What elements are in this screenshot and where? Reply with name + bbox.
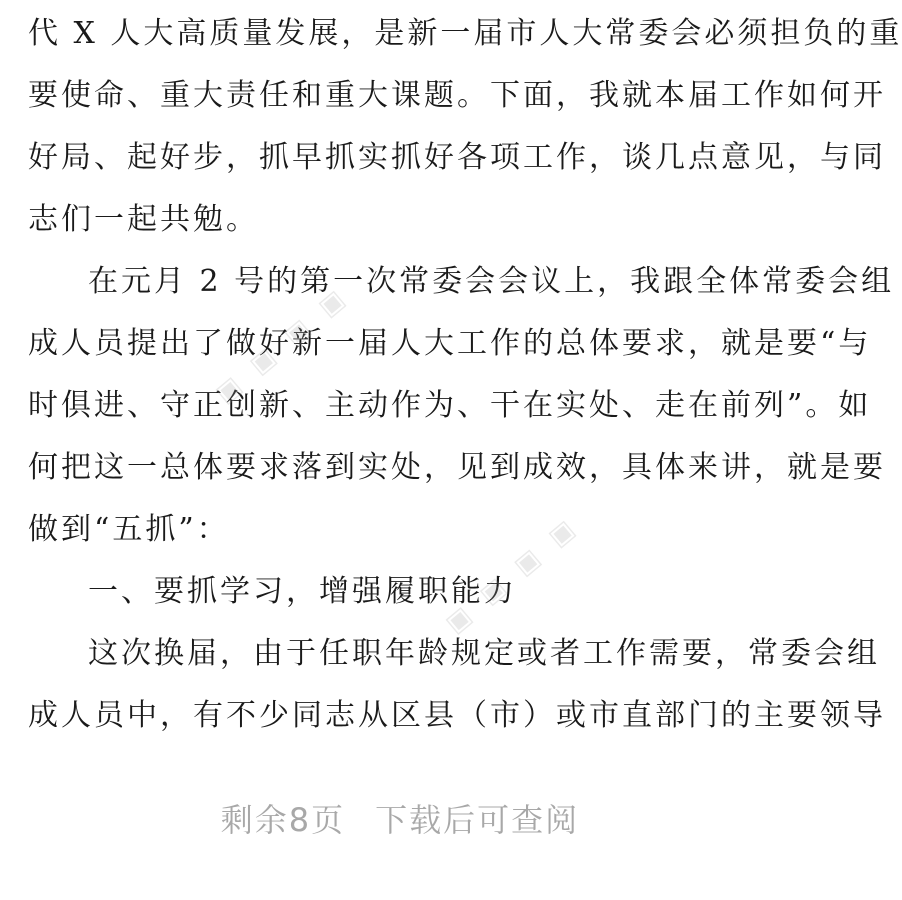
text-line-1: 代 X 人大高质量发展，是新一届市人大常委会必须担负的重 xyxy=(28,16,902,51)
text-line-6: 成人员提出了做好新一届人大工作的总体要求，就是要“与 xyxy=(28,326,872,361)
text-line-8: 何把这一总体要求落到实处，见到成效，具体来讲，就是要 xyxy=(28,450,886,485)
text-line-11: 这次换届，由于任职年龄规定或者工作需要，常委会组 xyxy=(88,636,880,671)
text-line-12: 成人员中，有不少同志从区县（市）或市直部门的主要领导 xyxy=(28,698,886,733)
text-line-5: 在元月 2 号的第一次常委会会议上，我跟全体常委会组 xyxy=(88,264,895,299)
remaining-pages-prompt[interactable] xyxy=(0,795,800,841)
section-heading: 一、要抓学习，增强履职能力 xyxy=(88,574,517,609)
watermark-mark: ▣ ▣ ▣ ▣ xyxy=(209,280,356,410)
text-line-4: 志们一起共勉。 xyxy=(28,202,259,237)
text-line-2: 要使命、重大责任和重大课题。下面，我就本届工作如何开 xyxy=(28,78,886,113)
text-line-3: 好局、起好步，抓早抓实抓好各项工作，谈几点意见，与同 xyxy=(28,140,886,175)
text-line-9: 做到“五抓”： xyxy=(28,512,230,547)
download-hint[interactable]: 下载后可查阅 xyxy=(375,801,580,839)
watermark-mark: ▣ ▣ ▣ ▣ xyxy=(439,510,586,640)
text-line-7: 时俱进、守正创新、主动作为、干在实处、走在前列”。如 xyxy=(28,388,872,423)
remaining-pages-count[interactable]: 剩余8页 xyxy=(220,801,346,839)
